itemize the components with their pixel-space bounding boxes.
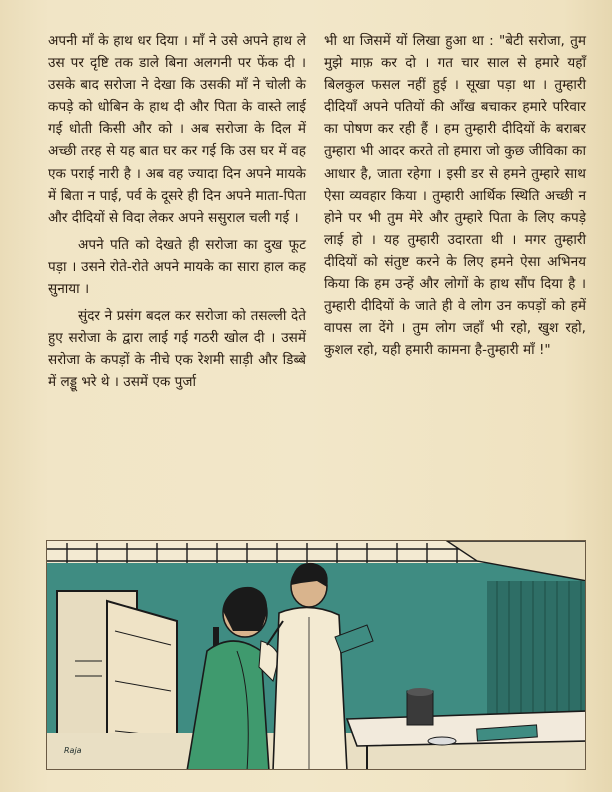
left-text-column — [48, 30, 306, 394]
artist-signature: Raja — [64, 746, 82, 755]
story-illustration — [46, 540, 586, 770]
right-paragraph-1: भी था जिसमें यों लिखा हुआ था : "बेटी सरोजा, तुम मुझे माफ़ कर दो । गत चार साल से हमारे यहाँ बिलकुल फसल नहीं हुई । सूखा पड़ा था । तुम्हारी दीदियाँ अपने पतियों की आँख बचाकर हमारे परिवार का पोषण कर रही हैं । हम तुम्हारी दीदियों के बराबर तुम्हारा भी आदर करते तो हमारा जो कुछ जीविका का आधार है, जाता रहेगा । इसी डर से हमने तुम्हारे साथ ऐसा व्यवहार किया । तुम्हारी आर्थिक स्थिति अच्छी न होने पर भी तुम मेरे और तुम्हारे पिता के लिए कपड़े लाई हो । यह तुम्हारी उदारता थी । मगर तुम्हारी दीदियों को संतुष्ट करने के लिए हमने ऐसा अभिनय किया कि हम उन्हें और लोगों के हाथ सौंप दिया है । तुम्हारी दीदियों के जाते ही वे लोग उन कपड़ों को हमें वापस ला देंगे । तुम लोग जहाँ भी रहो, खुश रहो, कुशल रहो, यही हमारी कामना है-तुम्हारी माँ !" — [324, 33, 586, 359]
illustration-drawing — [47, 541, 586, 770]
left-paragraph-1: अपनी माँ के हाथ धर दिया । माँ ने उसे अपने हाथ ले उस पर दृष्टि तक डाले बिना अलगनी पर फेंक दी । उसके बाद सरोजा ने देखा कि उसकी माँ ने चोली के कपड़े को धोबिन के हाथ दी और पिता के वास्ते लाई गई धोती किसी और को । अब सरोजा के दिल में अच्छी तरह से यह बात घर कर गई कि उस घर में वह एक पराई नारी है । अब वह ज्यादा दिन अपने मायके में बिता न पाई, पर्व के दूसरे ही दिन अपने माता-पिता और दीदियों से विदा लेकर अपने ससुराल चली गई । — [48, 33, 306, 226]
left-paragraph-3: सुंदर ने प्रसंग बदल कर सरोजा को तसल्ली देते हुए सरोजा के द्वारा लाई गई गठरी खोल दी । उसमें सरोजा के कपड़ों के नीचे एक रेशमी साड़ी और डिब्बे में लड्डू भरे थे । उसमें एक पुर्जा — [48, 308, 306, 391]
left-paragraph-2: अपने पति को देखते ही सरोजा का दुख फूट पड़ा । उसने रोते-रोते अपने मायके का सारा हाल कह सुनाया । — [48, 236, 306, 298]
right-text-column — [324, 30, 586, 361]
